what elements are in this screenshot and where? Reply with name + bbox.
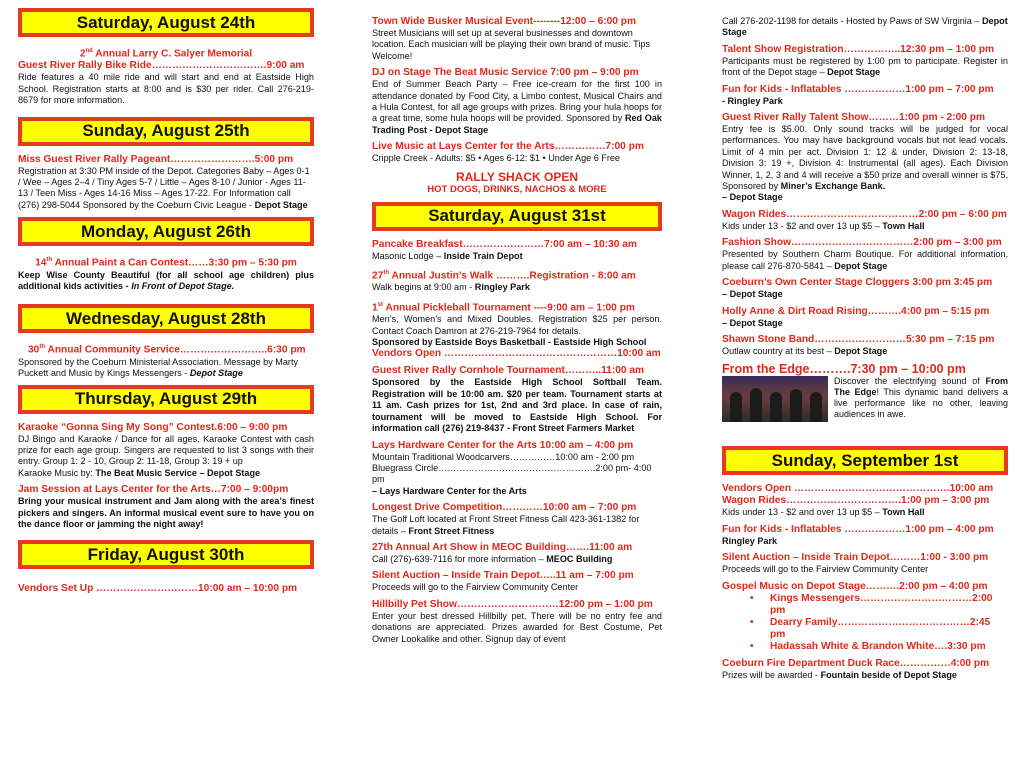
event-title: Longest Drive Competition…………10:00 am – 7:00 pm	[372, 502, 637, 514]
event-longest-drive	[372, 502, 662, 537]
event-title: Fun for Kids - Inflatables ………………1:00 pm – 7:00 pm	[722, 83, 994, 95]
event-description: Street Musicians will set up at several businesses and downtown location. Each musician will be playing their own brand of music. Tips Welcome!	[372, 28, 650, 61]
day-banner-aug-30: Friday, August 30th	[18, 540, 314, 569]
event-from-the-edge	[722, 362, 1008, 422]
event-title: Hillbilly Pet Show…………………………12:00 pm – 1:00 pm	[372, 598, 653, 610]
event-sponsor: Sponsored by Eastside Boys Basketball - Eastside High School	[372, 337, 647, 348]
event-title: 27th Annual Justin’s Walk ……….Registration - 8:00 am	[372, 270, 636, 282]
event-silent-auction	[722, 552, 1008, 575]
day-banner-aug-24: Saturday, August 24th	[18, 8, 314, 37]
event-description: Cripple Creek - Adults: $5 • Ages 6-12: $1 • Under Age 6 Free	[372, 153, 620, 164]
event-description: Call (276)-639-7116 for more information – MEOC Building	[372, 553, 613, 564]
rally-shack-notice	[372, 170, 662, 196]
event-title: Guest River Rally Talent Show………1:00 pm - 2:00 pm	[722, 112, 986, 124]
day-banner-aug-31: Saturday, August 31st	[372, 202, 662, 231]
rally-shack-subtitle: HOT DOGS, DRINKS, NACHOS & MORE	[427, 183, 607, 195]
event-title: Guest River Rally Bike Ride…………………………….9:00 am	[18, 60, 305, 72]
event-title: Holly Anne & Dirt Road Rising……….4:00 pm – 5:15 pm	[722, 305, 990, 317]
event-location: – Depot Stage	[722, 317, 783, 328]
event-pet-show-continued	[722, 16, 1008, 39]
day-banner-sep-1: Sunday, September 1st	[722, 446, 1008, 475]
event-busker	[372, 16, 662, 62]
event-title: Lays Hardware Center for the Arts 10:00 am – 4:00 pm	[372, 439, 634, 451]
event-title: Vendors Set Up …………………………10:00 am – 10:00 pm	[18, 583, 298, 595]
event-description: DJ Bingo and Karaoke / Dance for all ages. Karaoke Contest with cash prize for each age group. Singers are requested to list 3 songs with their entry. Group 1: 2 - 10, Group 2: 11-18, Group 3: 19 + up	[18, 433, 314, 467]
event-description: Presented by Southern Charm Boutique. For additional information, please call 276-870-5841 – Depot Stage	[722, 249, 1008, 271]
event-title: Fun for Kids - Inflatables ………………1:00 pm – 4:00 pm	[722, 523, 994, 535]
event-description: Sponsored by the Eastside High School Softball Team. Registration will be 10:00 am. $20 per team. Tournament starts at 11 am. Cash prizes for 1st, 2nd and 3rd place. In case of rain, tournament will be moved to Eastside High School. For information call (276) 219-8437 - Front Street Farmers Market	[372, 377, 662, 434]
event-title: 27th Annual Art Show in MEOC Building…….11:00 am	[372, 541, 633, 553]
event-line: Bluegrass Circle…………………………………………….2:00 pm- 4:00 pm	[372, 462, 652, 485]
event-title: Vendors Open ……………………………………….10:00 am	[722, 483, 994, 495]
event-holly-anne	[722, 306, 1008, 329]
edge-feature	[722, 376, 1008, 422]
event-description-2: Karaoke Music by: The Beat Music Service – Depot Stage	[18, 467, 261, 478]
event-location: – Depot Stage	[722, 192, 783, 203]
event-location: Ringley Park	[722, 535, 778, 546]
event-location: - Ringley Park	[722, 95, 783, 106]
event-description: Enter your best dressed Hillbilly pet. There will be no entry fee and donations are appreciated. Prizes awarded for Best Costume, Pet Owner Lookalike and other. Signup day of event	[372, 610, 662, 644]
event-title: Jam Session at Lays Center for the Arts…7:00 – 9:00pm	[18, 484, 289, 496]
event-title: Pancake Breakfast……………………7:00 am – 10:30 am	[372, 238, 637, 250]
event-title: Silent Auction – Inside Train Depot………1:00 - 3:00 pm	[722, 552, 989, 564]
list-item: • Dearry Family…………………………………2:45 pm	[770, 617, 1008, 641]
event-title: Town Wide Busker Musical Event--------12:00 – 6:00 pm	[372, 16, 637, 27]
event-title: Wagon Rides…………………………….1:00 pm – 3:00 pm	[722, 495, 990, 507]
event-description: Registration at 3:30 PM inside of the Depot. Categories Baby – Ages 0-1 / Wee – Ages 2–4 / Tiny Ages 5-7 / Little – Ages 8-10 / Junior - Ages 11-13 / Teen Miss - Ages 14-16 Miss – Ages 17-22. For Information call (276) 298-5044 Sponsored by the Coeburn Civic League - Depot Stage	[18, 165, 310, 210]
event-art-show	[372, 542, 662, 565]
event-description: Proceeds will go to the Fairview Community Center	[722, 564, 929, 575]
event-title: From the Edge……….7:30 pm – 10:00 pm	[722, 362, 966, 377]
event-pickleball	[372, 299, 662, 361]
event-shawn-stone	[722, 334, 1008, 357]
event-vendors-setup	[18, 583, 314, 595]
event-description: Men’s, Women’s and Mixed Doubles. Registration $25 per person. Contact Coach Damron at 276-219-7964 for details.	[372, 314, 662, 336]
day-banner-aug-25: Sunday, August 25th	[18, 117, 314, 146]
event-title: 30th Annual Community Service……………………..6:30 pm	[28, 344, 306, 356]
event-location: – Lays Hardware Center for the Arts	[372, 485, 527, 496]
event-cornhole	[372, 365, 662, 434]
event-description: Walk begins at 9:00 am - Ringley Park	[372, 282, 530, 293]
event-paint-can	[18, 254, 314, 292]
event-lays-hardware	[372, 440, 662, 498]
list-item: • Hadassah White & Brandon White….3:30 pm	[770, 641, 1008, 653]
event-description: End of Summer Beach Party – Free ice-cream for the first 100 in attendance donated by Food City, a Limbo contest, Musical Chairs and a Hula Contest, for all age groups with prizes. Bring your hula hoops for a great time, some hula hoops will be provided. Sponsored by Red Oak Trading Post - Depot Stage	[372, 79, 662, 135]
event-description: Entry fee is $5.00. Only sound tracks will be judged for vocal performances. You may have background vocals but not lead vocals. Limit of 4 min per act. Division 1: 12 & under, Division 2: 13-18, Division 3: 19 +, Division 4: Instrumental (all ages). Each Division Winner, 1, 2, 3 and 4 will receive a $50 prize and overall winner is $75. Sponsored by Miner’s Exchange Bank.	[722, 124, 1008, 192]
event-cloggers	[722, 277, 1008, 300]
event-wagon-rides	[722, 495, 1008, 518]
event-talent-show	[722, 112, 1008, 204]
event-karaoke	[18, 422, 314, 480]
event-title: Coeburn Fire Department Duck Race……………4:00 pm	[722, 657, 990, 669]
event-line: Mountain Traditional Woodcarvers……………10:00 am - 2:00 pm	[372, 451, 635, 462]
event-inflatables	[722, 84, 1008, 107]
event-description: Discover the electrifying sound of From The Edge! This dynamic band delivers a live performance like no other, leaving audiences in awe.	[834, 376, 1008, 419]
event-description: Proceeds will go to the Fairview Community Center	[372, 582, 579, 593]
event-gospel-music	[722, 581, 1008, 653]
event-description: Prizes will be awarded - Fountain beside of Depot Stage	[722, 669, 957, 680]
event-jam-session	[18, 484, 314, 530]
event-title: DJ on Stage The Beat Music Service 7:00 pm – 9:00 pm	[372, 67, 639, 79]
event-community-service	[18, 341, 314, 379]
event-subtitle: 2nd Annual Larry C. Salyer Memorial	[79, 48, 253, 60]
event-description: Sponsored by the Coeburn Ministerial Association. Message by Marty Puckett and Music by Kings Messengers - Depot Stage	[18, 356, 299, 379]
event-description: Kids under 13 - $2 and over 13 up $5 – Town Hall	[722, 507, 925, 518]
day-banner-aug-29: Thursday, August 29th	[18, 385, 314, 414]
event-inflatables	[722, 524, 1008, 547]
event-location: – Depot Stage	[722, 289, 783, 300]
list-item: • Kings Messengers……………………………2:00 pm	[770, 593, 1008, 617]
event-title: Guest River Rally Cornhole Tournament………..11:00 am	[372, 365, 645, 377]
event-talent-registration	[722, 44, 1008, 79]
event-title: Silent Auction – Inside Train Depot…..11 am – 7:00 pm	[372, 570, 634, 582]
event-description: Ride features a 40 mile ride and will start and end at Eastside High School. Registration starts at 8:00 and is $30 per rider. Call 276-219-8679 for more information.	[18, 72, 314, 106]
event-title: Shawn Stone Band………………………5:30 pm – 7:15 pm	[722, 333, 995, 345]
column-middle	[372, 16, 662, 650]
event-description: Masonic Lodge – Inside Train Depot	[372, 250, 523, 261]
event-duck-race	[722, 658, 1008, 681]
event-title: 1st Annual Pickleball Tournament ----9:00 am – 1:00 pm	[372, 301, 635, 314]
event-silent-auction	[372, 570, 662, 593]
event-bike-ride	[18, 45, 314, 107]
event-pageant	[18, 154, 314, 212]
rally-shack-title: RALLY SHACK OPEN	[455, 169, 579, 184]
event-title: 14th Annual Paint a Can Contest……3:30 pm – 5:30 pm	[35, 257, 297, 269]
event-description: The Golf Loft located at Front Street Fitness Call 423-361-1382 for details – Front Street Fitness	[372, 514, 640, 536]
event-description: Keep Wise County Beautiful (for all school age children) plus additional kids activities - In Front of Depot Stage.	[18, 269, 314, 292]
gospel-lineup	[722, 593, 1008, 653]
event-vendors-open	[722, 483, 1008, 495]
event-description: Participants must be registered by 1:00 pm to participate. Register in front of the Depot stage – Depot Stage	[722, 55, 1008, 78]
event-description: Call 276-202-1198 for details - Hosted by Paws of SW Virginia – Depot Stage	[722, 16, 1008, 38]
day-banner-aug-26: Monday, August 26th	[18, 217, 314, 246]
event-title: Coeburn’s Own Center Stage Cloggers 3:00 pm 3:45 pm	[722, 277, 993, 289]
event-title: Miss Guest River Rally Pageant…………………….5:00 pm	[18, 153, 294, 165]
event-live-music-lays	[372, 141, 662, 164]
event-description: Kids under 13 - $2 and over 13 up $5 – Town Hall	[722, 220, 925, 231]
column-right	[722, 16, 1008, 686]
event-wagon-rides	[722, 209, 1008, 232]
event-description: Outlaw country at its best – Depot Stage	[722, 345, 888, 356]
event-pancake	[372, 239, 662, 262]
event-fashion-show	[722, 237, 1008, 272]
day-banner-aug-28: Wednesday, August 28th	[18, 304, 314, 333]
band-photo	[722, 376, 828, 422]
event-title: Fashion Show………………………………2:00 pm – 3:00 pm	[722, 237, 1002, 249]
event-dj	[372, 67, 662, 136]
event-title-vendors: Vendors Open ……………………………………………10:00 am	[372, 348, 661, 360]
event-title: Gospel Music on Depot Stage……….2:00 pm – 4:00 pm	[722, 580, 988, 592]
event-pet-show	[372, 599, 662, 645]
event-title: Talent Show Registration……………..12:30 pm – 1:00 pm	[722, 43, 995, 55]
event-title: Live Music at Lays Center for the Arts……………7:00 pm	[372, 141, 644, 153]
event-justins-walk	[372, 267, 662, 294]
event-title: Karaoke “Gonna Sing My Song” Contest.6:00 – 9:00 pm	[18, 421, 288, 433]
event-title: Wagon Rides…………………………………2:00 pm – 6:00 pm	[722, 208, 1007, 220]
event-description: Bring your musical instrument and Jam along with the area’s finest pickers and singers. An informal musical event sure to have you on the dance floor or jamming the night away!	[18, 496, 314, 530]
column-left	[18, 6, 314, 600]
